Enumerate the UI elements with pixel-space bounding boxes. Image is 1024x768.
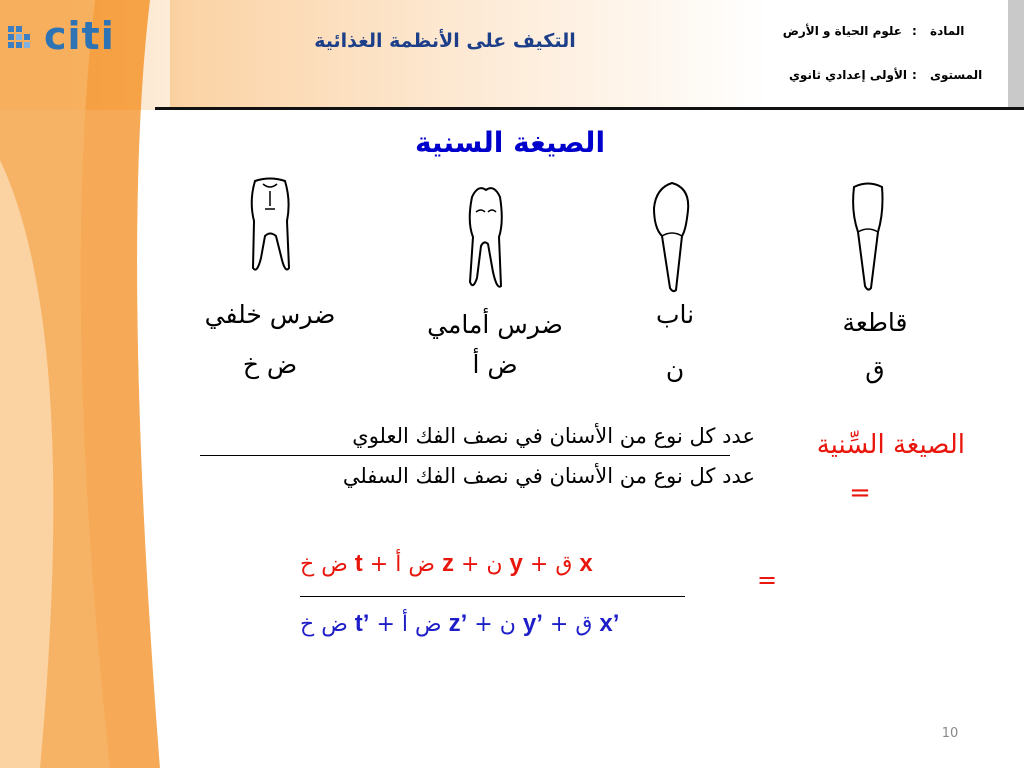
expression-equals: =	[756, 566, 778, 594]
lower-premolar-abbr: ض أ	[401, 612, 442, 637]
level-separator: :	[912, 68, 917, 82]
lower-jaw-expression	[300, 610, 730, 638]
upper-plus-2: +	[460, 552, 480, 577]
incisor-icon	[848, 182, 888, 292]
lower-plus-1: +	[549, 612, 569, 637]
tooth-abbr-premolar: ض أ	[472, 350, 518, 379]
formula-label: الصيغة السِّنية	[816, 430, 965, 460]
denominator-text: عدد كل نوع من الأسنان في نصف الفك السفلي	[342, 464, 755, 488]
decorative-band	[0, 0, 170, 768]
lower-z: z’	[448, 610, 468, 637]
lower-x: x’	[599, 610, 620, 637]
canine-icon	[648, 180, 696, 295]
lower-canine-abbr: ن	[499, 612, 516, 637]
lower-y: y’	[522, 610, 543, 637]
upper-canine-abbr: ن	[486, 552, 503, 577]
upper-incisor-abbr: ق	[555, 552, 573, 577]
upper-premolar-abbr: ض أ	[395, 552, 435, 577]
tooth-name-molar: ضرس خلفي	[204, 300, 336, 329]
logo-icon	[8, 26, 40, 58]
lower-plus-2: +	[474, 612, 493, 637]
subject-label: المادة	[930, 24, 965, 38]
upper-molar-abbr: ض خ	[300, 552, 348, 577]
upper-z: z	[441, 550, 454, 577]
tooth-name-canine: ناب	[655, 300, 695, 329]
upper-plus-3: +	[369, 552, 389, 577]
tooth-abbr-canine: ن	[665, 355, 685, 384]
lower-molar-abbr: ض خ	[300, 612, 348, 637]
lesson-title: التكيف على الأنظمة الغذائية	[314, 30, 576, 52]
level-label: المستوى	[930, 68, 983, 82]
lower-plus-3: +	[376, 612, 395, 637]
upper-x: x	[579, 550, 593, 577]
tooth-abbr-incisor: ق	[865, 355, 885, 384]
tooth-name-incisor: قاطعة	[842, 308, 908, 337]
numerator-text: عدد كل نوع من الأسنان في نصف الفك العلوي	[352, 424, 755, 448]
tooth-abbr-molar: ض خ	[242, 350, 298, 379]
page-title: الصيغة السنية	[414, 126, 606, 159]
molar-icon	[245, 176, 295, 276]
tooth-name-premolar: ضرس أمامي	[427, 310, 563, 339]
level-value: الأولى إعدادي ثانوي	[788, 68, 907, 82]
lower-incisor-abbr: ق	[575, 612, 593, 637]
expression-fraction-bar	[300, 596, 685, 597]
formula-label-equals: =	[849, 478, 871, 508]
header-right-strip	[1008, 0, 1024, 110]
subject-value: علوم الحياة و الأرض	[782, 24, 902, 38]
page-number: 10	[941, 726, 959, 741]
header-divider	[155, 107, 1024, 110]
lower-t: t’	[354, 610, 370, 637]
upper-y: y	[509, 550, 523, 577]
fraction-bar	[200, 455, 730, 456]
upper-jaw-expression	[300, 550, 695, 578]
subject-separator: :	[912, 24, 917, 38]
premolar-icon	[462, 182, 510, 292]
upper-plus-1: +	[529, 552, 549, 577]
upper-t: t	[354, 550, 363, 577]
logo-text: citi	[44, 14, 115, 58]
